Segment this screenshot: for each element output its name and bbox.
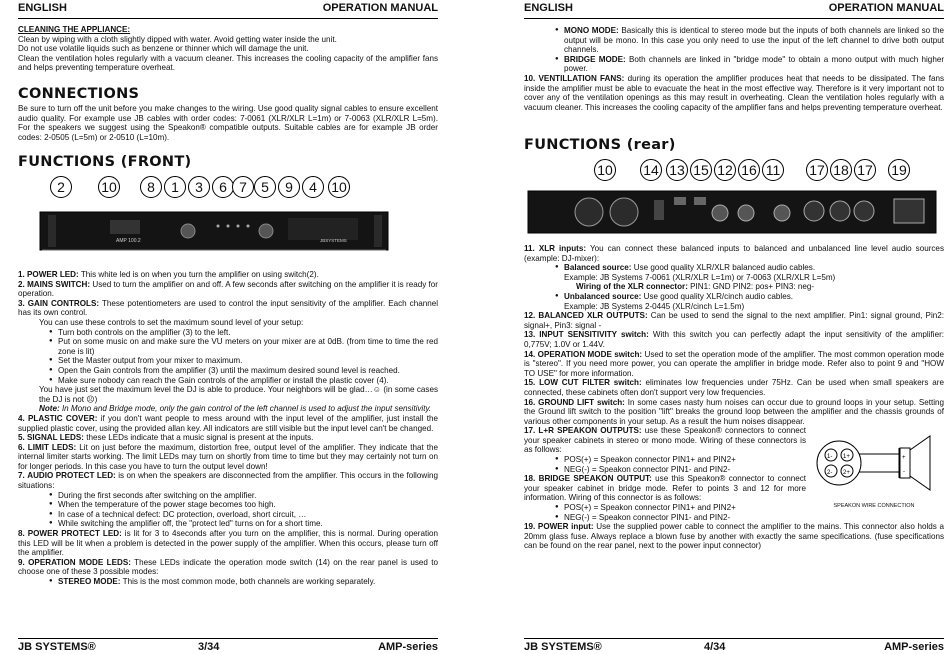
callout-number: 1 — [164, 176, 186, 198]
footer-series: AMP-series — [884, 641, 944, 653]
balanced-example: Example: JB Systems 7-0061 (XLR/XLR L=1m) or 7-0063 (XLR/XLR L=5m) — [564, 272, 836, 282]
wiring-text: PIN1: GND PIN2: pos+ PIN3: neg- — [690, 282, 815, 292]
cleaning-section — [18, 25, 438, 73]
item-text: Lit on just before the maximum, distortion free, output level of the amplifier. They indicate that the internal limiter starts working. The limit LEDs may turn on shortly from time to time but they may certainly not turn on for longer periods. In this case you have to turn the output level down! — [18, 442, 439, 471]
connections-section — [18, 86, 438, 142]
callout-number: 10 — [328, 176, 350, 198]
bridge-output-item — [524, 474, 806, 503]
unbalanced-label: Unbalanced source: — [564, 291, 642, 301]
item-number: 10. — [524, 73, 536, 83]
function-item — [18, 443, 438, 472]
item-title: POWER PROTECT LED: — [27, 529, 122, 539]
item-text: These LEDs indicate the operation mode switch (14) on the rear panel is used to choose one of these 3 possible modes: — [18, 557, 439, 577]
stereo-text: This is the most common mode, both channels are working separately. — [122, 577, 376, 586]
item-text: Can be used to send the signal to the next amplifier. Pin1: signal ground, Pin2: signal+, Pin3: signal - — [524, 311, 945, 330]
item-number: 15. — [524, 378, 536, 388]
header-title: OPERATION MANUAL — [322, 2, 438, 14]
gain-note-text: In Mono and Bridge mode, only the gain control of the left channel is used to adjust the input sensitivity. — [61, 404, 432, 414]
connections-text: Be sure to turn off the unit before you make changes to the wiring. Use good quality signal cables to ensure excellent audio quality. For example use JB cables with order codes: 7-0061 (XLR/XLR L=1m) or 7-0063 (XLR/XLR L=5m). For the speakers we suggest using the Speakon® compatible outputs. Suitable cables are for example JB order codes: 2-0505 (L=5m) or 2-0510 (L=10m). — [18, 104, 438, 142]
front-panel-figure — [18, 172, 438, 264]
bullet-item: ● In case of a technical defect: DC protection, overload, short circuit, … — [58, 510, 438, 520]
function-item — [524, 378, 944, 397]
gain-note — [18, 404, 438, 414]
page-3 — [18, 0, 438, 654]
item-text: these LEDs indicate that a music signal is present at the inputs. — [86, 433, 314, 443]
item-title: SIGNAL LEDS: — [27, 433, 84, 443]
callout-number: 8 — [140, 176, 162, 198]
stereo-label: STEREO MODE: — [58, 577, 121, 586]
item-number: 3. — [18, 298, 25, 308]
svg-text:2-: 2- — [827, 470, 833, 476]
item-text: You can connect these balanced inputs to balanced and unbalanced line level audio sources (example: DJ-mixer): — [524, 244, 944, 263]
rear-heading: FUNCTIONS (rear) — [524, 137, 676, 153]
item-text: eliminates low frequencies under 75Hz. Can be used when small speakers are connected, these cabinets often don't support very low frequencies. — [524, 378, 945, 397]
svg-text:2+: 2+ — [843, 470, 850, 476]
item-text: Use the supplied power cable to connect the amplifier to the mains. This connector also holds a 20mm glass fuse. Always replace a blown fuse by another with exactly the same specifications. (fuse specifications can be found on the rear panel, next to the power input connector) — [524, 522, 945, 551]
stereo-mode-item — [58, 577, 438, 587]
front-model-label: AMP 100.2 — [116, 238, 141, 244]
front-heading: FUNCTIONS (FRONT) — [18, 154, 192, 170]
bullet-item: ● During the first seconds after switching on the amplifier. — [58, 491, 438, 501]
bullet-item: ● Put on some music on and make sure the VU meters on your mixer are at 0dB. (from time to time the red zone is lit) — [58, 337, 438, 356]
bullet-item: ● When the temperature of the power stage becomes too high. — [58, 500, 438, 510]
bullet-item: ● While switching the amplifier off, the "protect led" turns on for a short time. — [58, 519, 438, 529]
item-title: GAIN CONTROLS: — [27, 298, 100, 308]
item-number: 14. — [524, 349, 536, 359]
item-text: Used to set the operation mode of the amplifier. The most common operation mode is "stereo". If you need more power, you can operate the amplifier in bridge mode. Refer also to point 9 and "HOW TO USE" for more information. — [524, 349, 944, 378]
function-item — [524, 330, 944, 349]
item-title: MAINS SWITCH: — [27, 279, 91, 289]
header-title: OPERATION MANUAL — [828, 2, 944, 14]
item-title: PLASTIC COVER: — [28, 413, 98, 423]
header-language: ENGLISH — [524, 2, 573, 14]
bullet-item: ● Open the Gain controls from the amplifier (3) until the maximum desired sound level is reached. — [58, 366, 438, 376]
item-number: 9. — [18, 557, 25, 567]
item-title: POWER input: — [537, 522, 594, 532]
item-number: 11. — [524, 244, 535, 253]
item-number: 7. — [18, 471, 25, 481]
bullet-item: ● Make sure nobody can reach the Gain controls of the amplifier or install the plastic cover (4). — [58, 376, 438, 386]
bullet-item: ● POS(+) = Speakon connector PIN1+ and PIN2+ — [564, 503, 944, 513]
footer-page: 4/34 — [704, 641, 726, 653]
item-text: With this switch you can perfectly adapt the input sensitivity of the amplifier: 0,775V; 1.0V or 1.44V. — [524, 330, 945, 349]
connections-heading: CONNECTIONS — [18, 86, 140, 102]
callout-number: 13 — [666, 159, 688, 181]
rear-panel-image — [524, 185, 944, 235]
callout-number: 12 — [714, 159, 736, 181]
callout-number: 2 — [50, 176, 72, 198]
cleaning-line-2: Do not use volatile liquids such as benzene or thinner which will damage the unit. — [18, 44, 309, 54]
callout-number: 3 — [188, 176, 210, 198]
footer-series: AMP-series — [378, 641, 438, 653]
mono-mode-item — [564, 26, 944, 55]
callout-number: 9 — [278, 176, 300, 198]
item-title: VENTILLATION FANS: — [538, 73, 625, 83]
item-text: This white led is on when you turn the amplifier on using switch(2). — [80, 270, 319, 279]
bridge-mode-item — [564, 55, 944, 74]
callout-number: 14 — [640, 159, 662, 181]
svg-text:1+: 1+ — [843, 454, 850, 460]
item-text: during its operation the amplifier produces heat that needs to be dissipated. The fans inside the amplifier must be able to evacuate the heat in the most effective way. Therefore is it very important not to cover any of the ventilation openings as this may result in overheating. Clean the ventilation holes regularly with a vacuum cleaner. This increases the cooling capacity of the amplifier fans and helps preventing temperature overheat. — [524, 73, 945, 112]
item-number: 12. — [524, 311, 536, 321]
callout-number: 15 — [690, 159, 712, 181]
item-title: BRIDGE SPEAKON OUTPUT: — [538, 474, 652, 484]
bridge-label: BRIDGE MODE: — [564, 54, 626, 64]
stereo-bullet — [18, 577, 438, 587]
item-title: INPUT SENSITIVITY switch: — [539, 330, 649, 340]
speakon-diagram — [814, 428, 944, 508]
item-text: use this Speakon® connector to connect your speaker cabinet in bridge mode. Refer to points 3 and 12 for more information. Wiring of this connector is as follows: — [524, 474, 806, 503]
xlr-wiring — [524, 282, 944, 292]
item-number: 17. — [524, 426, 536, 436]
item-title: GROUND LIFT switch: — [538, 397, 625, 407]
mono-text: Basically this is identical to stereo mode but the inputs of both channels are linked so the output will be mono. In this case you only need to use the input of the left channel to drive both output channels. — [564, 26, 944, 55]
page-header — [524, 0, 944, 19]
page-footer — [18, 638, 438, 653]
mono-label: MONO MODE: — [564, 26, 619, 35]
item-number: 16. — [524, 397, 536, 407]
item-title: L+R SPEAKON OUTPUTS: — [538, 426, 642, 436]
page-4 — [524, 0, 944, 654]
power-input-item — [524, 522, 944, 551]
bullet-item: ● Set the Master output from your mixer to maximum. — [58, 356, 438, 366]
front-brand-label: JBSYSTEMS — [320, 238, 347, 243]
cleaning-heading: CLEANING THE APPLIANCE: — [18, 25, 131, 34]
item-title: XLR inputs: — [538, 244, 587, 253]
item-text: is on when the speakers are disconnected from the amplifier. This occurs in the following situations: — [18, 471, 438, 491]
wiring-label: Wiring of the XLR connector: — [576, 282, 688, 292]
bullet-item: ● NEG(-) = Speakon connector PIN1- and PIN2- — [564, 513, 944, 523]
unbalanced-source-item — [564, 292, 944, 302]
item-text: Used to turn the amplifier on and off. A few seconds after switching on the amplifier it is ready for operation. — [18, 279, 438, 299]
item-title: OPERATION MODE switch: — [537, 349, 643, 359]
speakon-lr-item — [524, 426, 806, 455]
item-text: is lit for 3 to 4seconds after you turn on the amplifier, this is normal. During operation this LED will be lit when a problem is detected in the power supply of the amplifier. When this occurs, please turn off the amplifier. — [18, 529, 439, 558]
front-functions-list — [18, 270, 438, 587]
item-text: These potentiometers are used to control the input sensitivity of the amplifier. Each channel has its own control. — [18, 298, 439, 318]
balanced-source-item — [564, 263, 944, 273]
item-number: 5. — [18, 433, 25, 443]
function-item — [18, 280, 438, 299]
callout-number: 6 — [212, 176, 234, 198]
svg-text:+: + — [902, 455, 906, 461]
item-number: 2. — [18, 279, 25, 289]
function-item — [18, 471, 438, 490]
bullet-item: ● NEG(-) = Speakon connector PIN1- and PIN2- — [564, 465, 944, 475]
gain-extra: You can use these controls to set the maximum sound level of your setup: — [39, 317, 304, 327]
footer-brand: JB SYSTEMS® — [524, 641, 602, 653]
item-text: if you don't want people to mess around with the input level of the amplifier, just install the supplied plastic cover, using the provided allan key. All indicators are still visible but the input level can't be changed. — [18, 413, 438, 433]
callout-number: 17 — [806, 159, 828, 181]
bridge-text: Both channels are linked in "bridge mode" to obtain a mono output with much higher power. — [564, 54, 945, 74]
rear-heading-wrap — [524, 137, 944, 153]
item-number: 8. — [18, 529, 25, 539]
item-number: 4. — [18, 413, 25, 423]
item-number: 1. — [18, 270, 25, 279]
xlr-item — [524, 244, 944, 263]
function-item — [524, 350, 944, 379]
svg-text:-: - — [903, 469, 905, 475]
item-text: use these Speakon® connectors to connect your speaker cabinets in stereo or mono mode. Wiring of these connectors is as follows: — [524, 426, 807, 455]
callout-number: 16 — [738, 159, 760, 181]
protect-bullets — [18, 491, 438, 529]
callout-number: 10 — [594, 159, 616, 181]
item-text: In some cases nasty hum noises can occur due to ground loops in your setup. Setting the Ground lift switch to the position "lift" breaks the ground loop between the amplifier and the chassis grounds of various other components in your setup. As a result the hum noises disappear. — [524, 397, 945, 426]
item-title: OPERATION MODE LEDS: — [28, 557, 131, 567]
front-panel-image — [18, 202, 438, 262]
bullet-item: ● POS(+) = Speakon connector PIN1+ and PIN2+ — [564, 455, 944, 465]
function-item — [524, 311, 944, 330]
page-header — [18, 0, 438, 19]
footer-page: 3/34 — [198, 641, 220, 653]
footer-brand: JB SYSTEMS® — [18, 641, 96, 653]
cleaning-line-1: Clean by wiping with a cloth slightly dipped with water. Avoid getting water inside the unit. — [18, 34, 337, 44]
callout-number: 10 — [98, 176, 120, 198]
callout-number: 19 — [888, 159, 910, 181]
item-title: LOW CUT FILTER switch: — [539, 378, 642, 388]
balanced-label: Balanced source: — [564, 263, 632, 273]
svg-text:1-: 1- — [827, 454, 833, 460]
item-title: AUDIO PROTECT LED: — [27, 471, 116, 481]
gain-after: You have just set the maximum level the DJ is able to produce. Your neighbors will be glad…☺ (in some cases the DJ is not ☹) — [39, 385, 438, 404]
front-heading-wrap — [18, 154, 438, 170]
gain-bullets — [18, 328, 438, 386]
callout-number: 5 — [254, 176, 276, 198]
item-number: 6. — [18, 442, 25, 452]
unbalanced-example: Example: JB Systems 2-0445 (XLR/cinch L=1.5m) — [564, 301, 745, 311]
function-item — [524, 398, 944, 427]
unbalanced-text: Use good quality XLR/cinch audio cables. — [643, 291, 793, 301]
speakon-wiring-image — [814, 428, 944, 498]
item-title: POWER LED: — [27, 270, 79, 279]
speakon-caption: SPEAKON WIRE CONNECTION — [833, 503, 915, 509]
function-item — [18, 299, 438, 318]
item-number: 13. — [524, 330, 536, 340]
function-item — [18, 529, 438, 558]
callout-number: 11 — [762, 159, 784, 181]
callout-number: 7 — [232, 176, 254, 198]
function-item — [18, 414, 438, 433]
balanced-text: Use good quality XLR/XLR balanced audio cables. — [633, 263, 816, 273]
item-number: 19. — [524, 522, 536, 532]
header-language: ENGLISH — [18, 2, 67, 14]
ventilation-item — [524, 74, 944, 112]
callout-number: 17 — [854, 159, 876, 181]
item-title: LIMIT LEDS: — [27, 442, 77, 452]
item-title: BALANCED XLR OUTPUTS: — [538, 311, 648, 321]
function-item — [18, 270, 438, 280]
rear-panel-figure — [524, 155, 944, 237]
bullet-item: ● Turn both controls on the amplifier (3) to the left. — [58, 328, 438, 338]
item-number: 18. — [524, 474, 536, 484]
function-item — [18, 433, 438, 443]
cleaning-line-3: Clean the ventilation holes regularly with a vacuum cleaner. This increases the cooling capacity of the amplifier fans and helps preventing temperature overheat. — [18, 53, 438, 73]
modes-continued — [524, 26, 944, 112]
function-item — [18, 558, 438, 577]
gain-note-label: Note: — [39, 404, 60, 414]
callout-number: 18 — [830, 159, 852, 181]
callout-number: 4 — [302, 176, 324, 198]
page-footer — [524, 638, 944, 653]
